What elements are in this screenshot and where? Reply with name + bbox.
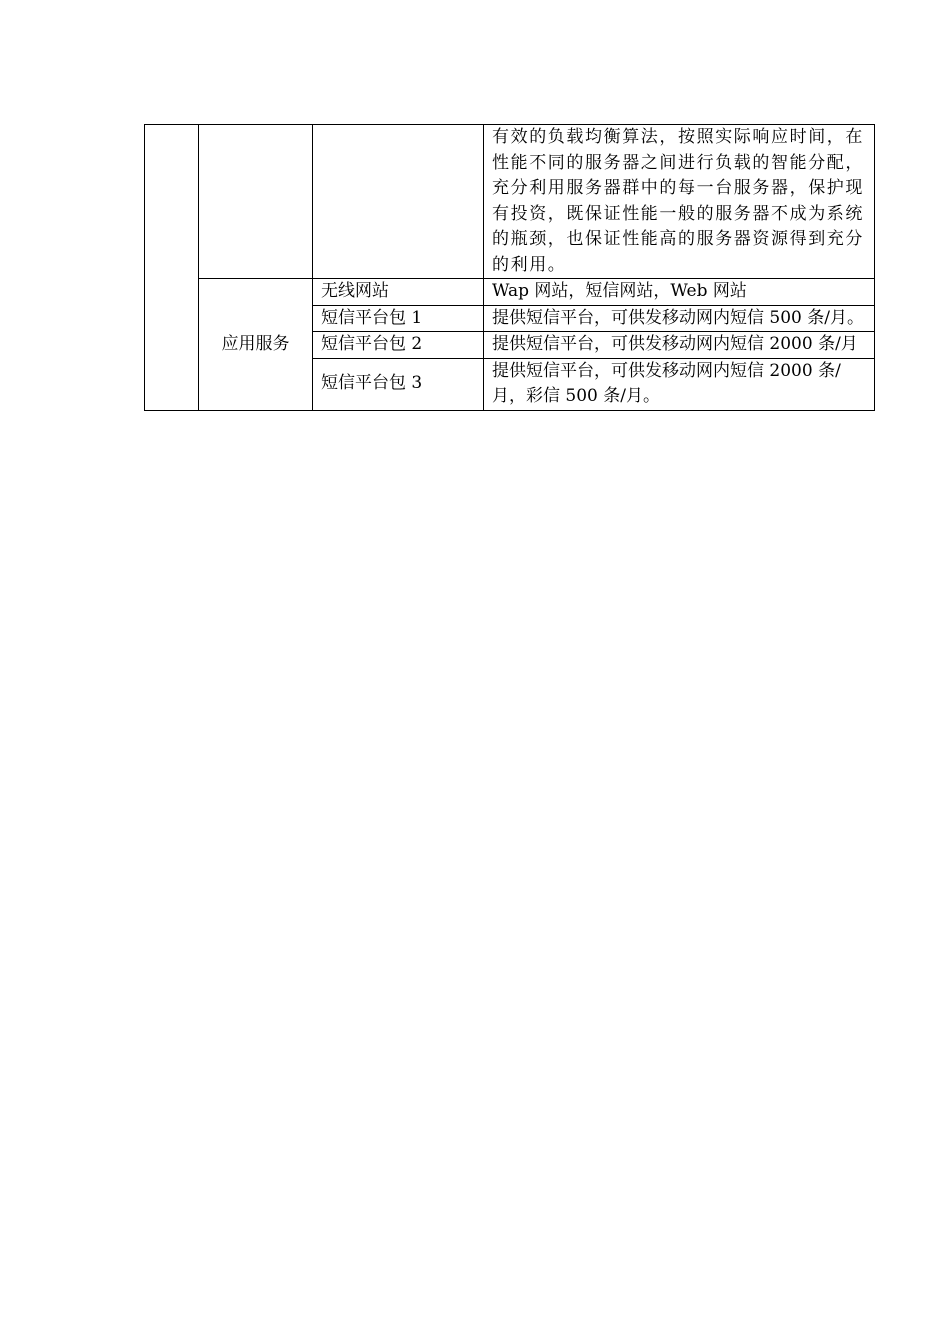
service-description: 提供短信平台，可供发移动网内短信 2000 条/月 bbox=[484, 332, 875, 359]
table-row bbox=[145, 125, 875, 279]
index-cell bbox=[145, 125, 199, 411]
table-row bbox=[145, 279, 875, 306]
service-name: 短信平台包 2 bbox=[313, 332, 484, 359]
category-cell bbox=[199, 125, 313, 279]
service-description: Wap 网站，短信网站，Web 网站 bbox=[484, 279, 875, 306]
service-description: 提供短信平台，可供发移动网内短信 2000 条/月，彩信 500 条/月。 bbox=[484, 358, 875, 410]
service-description: 提供短信平台，可供发移动网内短信 500 条/月。 bbox=[484, 305, 875, 332]
service-name: 短信平台包 3 bbox=[313, 358, 484, 410]
load-balancing-description: 有效的负载均衡算法，按照实际响应时间，在性能不同的服务器之间进行负载的智能分配，充分利用服务器群中的每一台服务器，保护现有投资，既保证性能一般的服务器不成为系统的瓶颈，也保证性能高的服务器资源得到充分的利用。 bbox=[484, 125, 875, 279]
service-table bbox=[144, 124, 875, 411]
service-name: 短信平台包 1 bbox=[313, 305, 484, 332]
service-name: 无线网站 bbox=[313, 279, 484, 306]
group-label: 应用服务 bbox=[199, 279, 313, 411]
item-cell bbox=[313, 125, 484, 279]
